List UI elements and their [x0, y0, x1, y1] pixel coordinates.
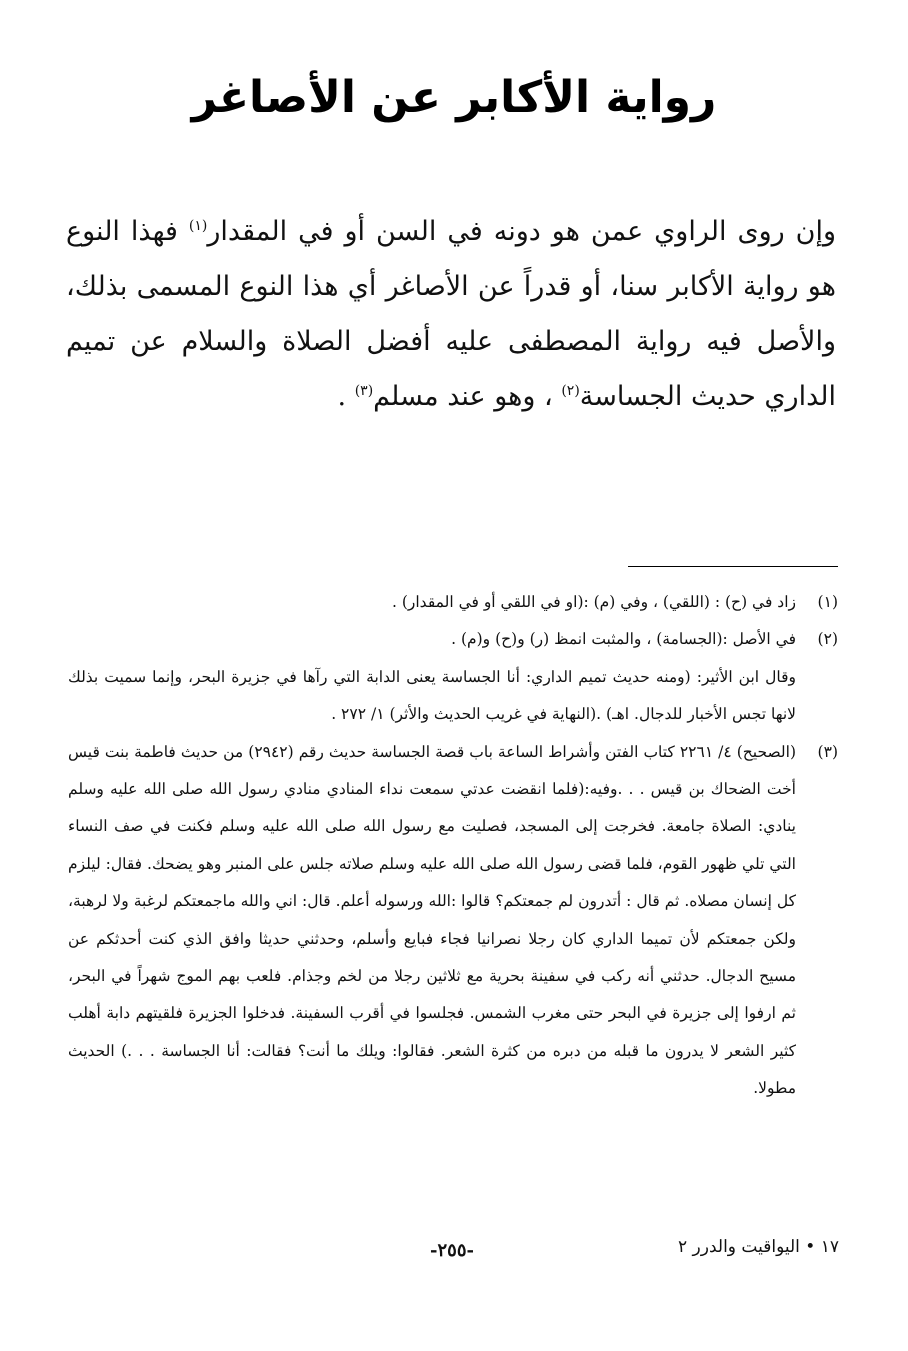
printer-signature: ١٧ • اليواقيت والدرر ٢ — [678, 1237, 839, 1257]
page-number: -٢٥٥- — [430, 1240, 474, 1261]
footnote-number: (٢) — [817, 630, 838, 649]
footnote-ref-1: (١) — [188, 218, 208, 234]
footnote-number: (٣) — [817, 742, 838, 761]
main-text-part-1: وإن روى الراوي عمن هو دونه في السن أو في المقدار — [207, 216, 837, 247]
footnote-text: في الأصل :(الجسامة) ، والمثبت انمظ (ر) و(ح) و(م) . — [451, 630, 796, 649]
footnote-3 — [68, 734, 838, 1108]
footnote-ref-3: (٣) — [354, 383, 374, 399]
main-text-part-2: فهذا النوع هو رواية الأكابر سنا، أو قدراً عن الأصاغر أي هذا النوع المسمى بذلك، والأصل فيه رواية المصطفى عليه أفضل الصلاة والسلام عن تميم الداري حديث الجساسة — [66, 216, 836, 412]
footnote-1 — [68, 584, 838, 621]
footnote-ref-2: (٢) — [561, 383, 580, 399]
main-text-part-4: . — [337, 381, 355, 412]
footnote-text: (الصحيح) ٤/ ٢٢٦١ كتاب الفتن وأشراط الساعة باب قصة الجساسة حديث رقم (٢٩٤٢) من حديث فاطمة بنت قيس أخت الضحاك بن قيس . . .وفيه:(فلما انقضت عدتي سمعت نداء المنادي منادي رسول الله صلى الله عليه وسلم ينادي: الصلاة جامعة. فخرجت إلى المسجد، فصليت مع رسول الله صلى الله عليه وسلم فكنت في صف النساء التي تلي ظهور القوم، فلما قضى رسول الله صلى الله عليه وسلم صلاته جلس على المنبر وهو يضحك. فقال: ليلزم كل إنسان مصلاه. ثم قال : أتدرون لم جمعتكم؟ قالوا :الله ورسوله أعلم. قال: اني والله ماجمعتكم لرغبة ولا لرهبة، ولكن جمعتكم لأن تميما الداري كان رجلا نصرانيا فجاء فبايع وأسلم، وحدثني حديثا وافق الذي كنت أحدثكم عن مسيح الدجال. حدثني أنه ركب في سفينة بحرية مع ثلاثين رجلا من لخم وجذام. فلعب بهم الموج شهراً في البحر، ثم ارفوا إلى جزيرة في البحر حتى مغرب الشمس. فجلسوا في أقرب السفينة. فدخلوا الجزيرة فلقيتهم دابة أهلب كثير الشعر لا يدرون ما قبله من دبره من كثرة الشعر. فقالوا: ويلك ما أنت؟ فقالت: أنا الجساسة . . .) الحديث مطولا. — [68, 742, 797, 1098]
footnote-number: (١) — [817, 593, 838, 611]
main-paragraph — [66, 204, 836, 424]
footnotes — [68, 584, 838, 1108]
footnote-text-continued: وقال ابن الأثير: (ومنه حديث تميم الداري: أنا الجساسة يعنى الدابة التي رآها في جزيرة البحر، وإنما سميت بذلك لانها تجس الأخبار للدجال. اهـ) .(النهاية في غريب الحديث والأثر) ١/ ٢٧٢ . — [68, 667, 796, 724]
page-title: رواية الأكابر عن الأصاغر — [191, 72, 717, 123]
main-text — [66, 204, 836, 424]
footnote-separator — [628, 566, 838, 567]
footnote-2 — [68, 621, 838, 733]
main-text-part-3: ، وهو عند مسلم — [373, 381, 562, 412]
footnote-text: زاد في (ح) : (اللقي) ، وفي (م) :(او في اللقي أو في المقدار) . — [391, 593, 796, 611]
